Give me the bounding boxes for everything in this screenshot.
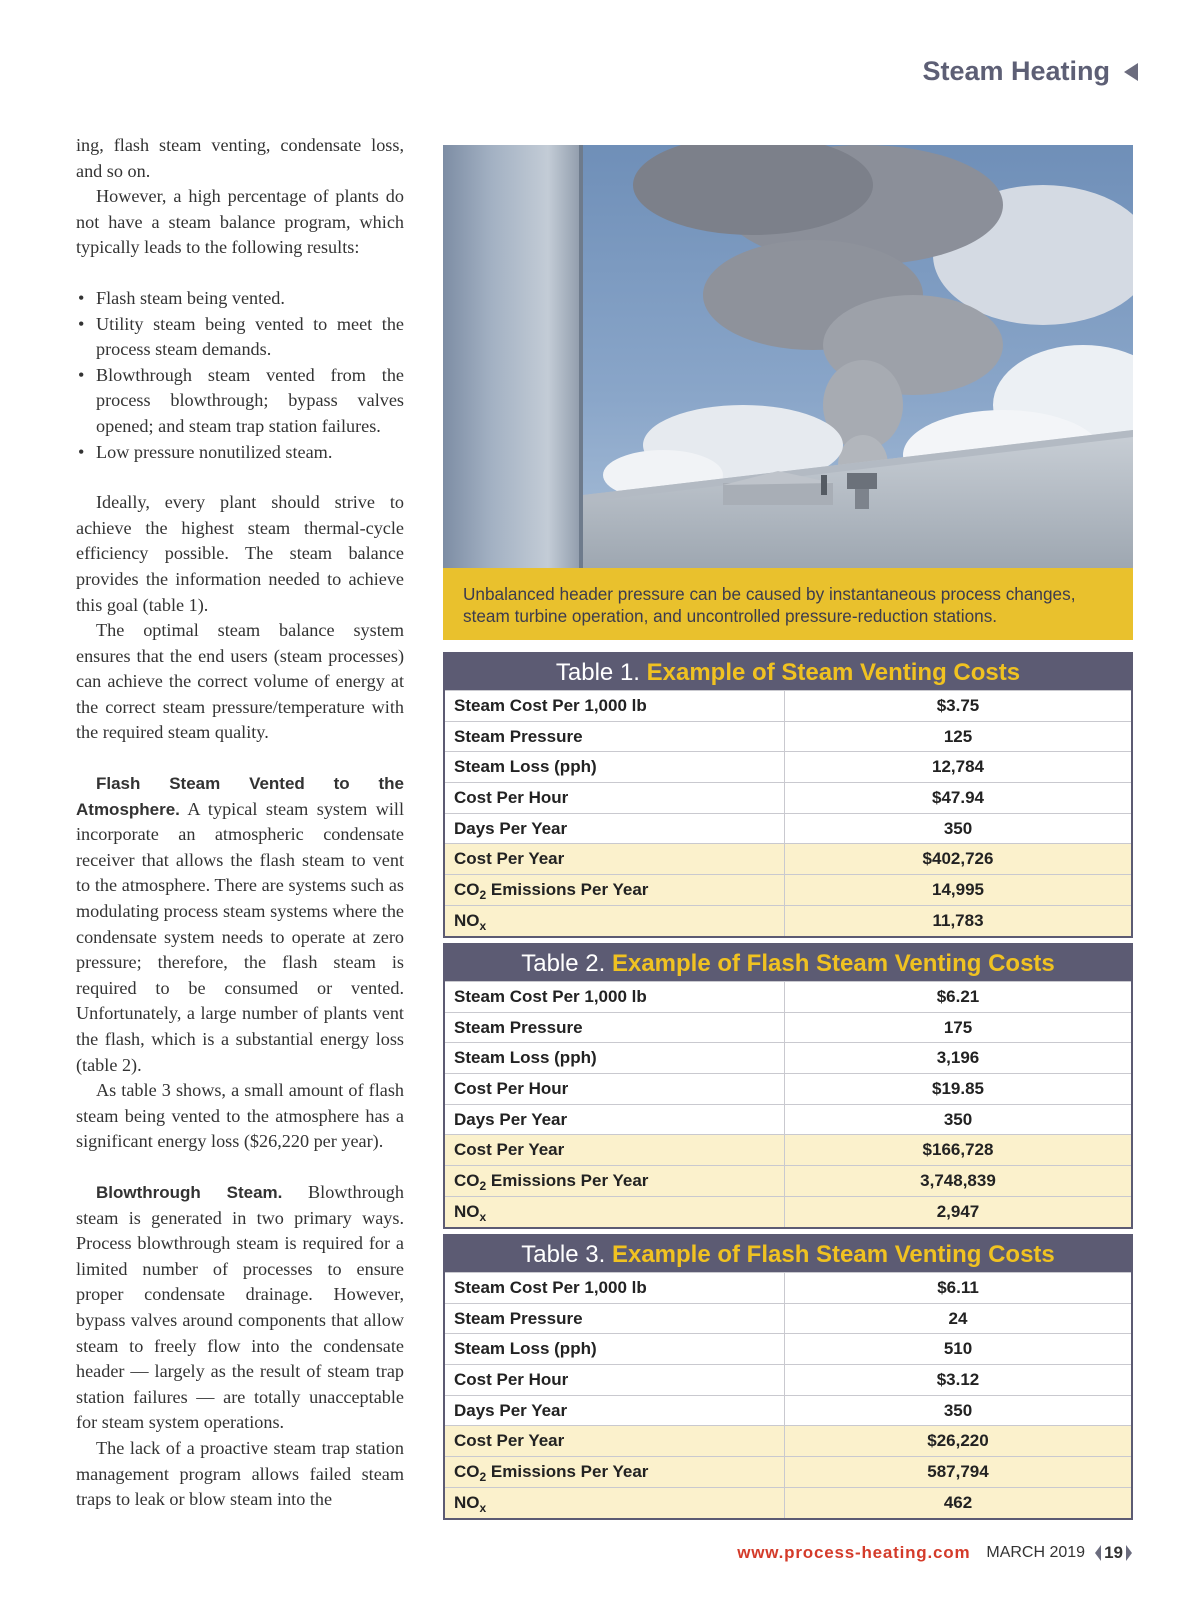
row-value: 587,794	[927, 1462, 989, 1482]
list-item: • Flash steam being vented.	[96, 286, 404, 312]
row-value: 24	[948, 1308, 968, 1328]
row-label: Steam Cost Per 1,000 lb	[445, 1273, 785, 1303]
row-value: 462	[943, 1492, 973, 1512]
row-label: Cost Per Hour	[445, 1074, 785, 1104]
article-body	[76, 133, 404, 1513]
row-value: $402,726	[922, 849, 994, 869]
section-marker-icon	[1124, 63, 1138, 81]
row-value: $19.85	[932, 1079, 984, 1099]
row-value: $3.12	[936, 1370, 980, 1390]
paragraph: However, a high percentage of plants do not have a steam balance program, which typically leads to the following results:	[76, 186, 404, 258]
table-row	[445, 843, 1131, 874]
table-heading: Example of Flash Steam Venting Costs	[611, 950, 1055, 977]
row-label: $CO_2$ Emissions Per Year	[445, 1457, 785, 1487]
paragraph: The lack of a proactive steam trap station management program allows failed steam traps to leak or blow steam into the	[76, 1437, 404, 1510]
table-prefix: Table 1.	[555, 659, 640, 686]
table-title	[445, 654, 1131, 690]
table-3	[443, 1234, 1133, 1520]
row-value: $47.94	[932, 788, 984, 808]
table-title	[445, 945, 1131, 981]
row-label: Steam Loss (pph)	[445, 1334, 785, 1364]
row-label: Cost Per Hour	[445, 783, 785, 813]
row-value: 14,995	[932, 880, 984, 900]
website-link[interactable]: www.process-heating.com	[737, 1543, 971, 1562]
row-label: Steam Pressure	[445, 1013, 785, 1043]
paragraph	[76, 771, 404, 1078]
row-label: Steam Cost Per 1,000 lb	[445, 982, 785, 1012]
paragraph: The optimal steam balance system ensures that the end users (steam processes) can achieve the correct volume of energy at the correct steam pressure/temperature with the required steam quality.	[76, 620, 404, 743]
table-row	[445, 690, 1131, 721]
paragraph-text: A typical steam system will incorporate an atmospheric condensate receiver that allows the flash steam to vent to the atmosphere. There are systems such as modulating process steam systems where the condensate system needs to operate at zero pressure; therefore, the flash steam is required to be consumed or vented. Unfortunately, a large number of plants vent the flash, which is a substantial energy loss (table 2).	[76, 798, 404, 1075]
row-value: 175	[943, 1017, 973, 1037]
table-row	[445, 1487, 1131, 1518]
table-heading: Example of Steam Venting Costs	[646, 659, 1021, 686]
row-label: Cost Per Hour	[445, 1365, 785, 1395]
table-row	[445, 1165, 1131, 1196]
row-value: 11,783	[932, 910, 984, 930]
row-value: 350	[943, 818, 973, 838]
issue-date: MARCH 2019	[986, 1544, 1086, 1561]
row-value: 3,196	[936, 1048, 980, 1068]
table-row	[445, 1303, 1131, 1334]
table-row	[445, 721, 1131, 752]
row-label: Steam Loss (pph)	[445, 752, 785, 782]
subheading-flash-steam: Flash Steam Vented to the Atmosphere.	[76, 774, 404, 819]
table-prefix: Table 2.	[521, 950, 606, 977]
results-list	[76, 286, 404, 465]
row-label: $NO_x$	[445, 1197, 785, 1227]
paragraph: As table 3 shows, a small amount of flash steam being vented to the atmosphere has a significant energy loss ($26,220 per year).	[76, 1080, 404, 1152]
section-header	[922, 56, 1138, 87]
subheading-blowthrough: Blowthrough Steam.	[96, 1182, 283, 1202]
row-value: 350	[943, 1400, 973, 1420]
row-value: 2,947	[936, 1201, 980, 1221]
row-value: $3.75	[936, 696, 980, 715]
photo-caption: Unbalanced header pressure can be caused by instantaneous process changes, steam turbine operation, and uncontrolled pressure-reduction stations.	[443, 568, 1133, 640]
row-label: Days Per Year	[445, 814, 785, 844]
table-1	[443, 652, 1133, 938]
row-value: 3,748,839	[920, 1171, 996, 1191]
row-value: 12,784	[932, 757, 984, 777]
table-row	[445, 1456, 1131, 1487]
table-row	[445, 1333, 1131, 1364]
row-label: $CO_2$ Emissions Per Year	[445, 1166, 785, 1196]
row-value: $166,728	[922, 1140, 994, 1160]
table-row	[445, 813, 1131, 844]
table-row	[445, 782, 1131, 813]
page-bracket-left-icon	[1095, 1545, 1101, 1561]
paragraph: ing, flash steam venting, condensate loss, and so on.	[76, 135, 404, 181]
row-label: Cost Per Year	[445, 1426, 785, 1456]
row-label: Steam Loss (pph)	[445, 1043, 785, 1073]
row-label: Steam Pressure	[445, 722, 785, 752]
section-title: Steam Heating	[922, 56, 1110, 86]
list-item: • Blowthrough steam vented from the process blowthrough; bypass valves opened; and steam trap station failures.	[96, 363, 404, 440]
table-row	[445, 1425, 1131, 1456]
table-row	[445, 874, 1131, 905]
row-label: Steam Cost Per 1,000 lb	[445, 691, 785, 721]
list-item: • Utility steam being vented to meet the process steam demands.	[96, 312, 404, 363]
row-label: Days Per Year	[445, 1396, 785, 1426]
list-item: • Low pressure nonutilized steam.	[96, 440, 404, 466]
row-label: $CO_2$ Emissions Per Year	[445, 875, 785, 905]
page-bracket-right-icon	[1126, 1545, 1132, 1561]
table-heading: Example of Flash Steam Venting Costs	[611, 1241, 1055, 1268]
row-value: $6.21	[936, 987, 980, 1006]
table-row	[445, 1042, 1131, 1073]
row-label: $NO_x$	[445, 906, 785, 936]
paragraph-text: Blowthrough steam is generated in two primary ways. Process blowthrough steam is required for a limited number of processes to ensure proper condensate drainage. However, bypass valves around components that allow steam to freely flow into the condensate header — largely as the result of steam trap station failures — are totally unacceptable for steam system operations.	[76, 1181, 404, 1433]
row-value: $26,220	[927, 1431, 989, 1451]
paragraph: Ideally, every plant should strive to achieve the highest steam thermal-cycle efficiency possible. The steam balance provides the information needed to achieve this goal (table 1).	[76, 492, 404, 615]
paragraph	[76, 1180, 404, 1436]
table-row	[445, 1395, 1131, 1426]
row-label: Days Per Year	[445, 1105, 785, 1135]
table-title	[445, 1236, 1131, 1272]
row-value: 510	[943, 1339, 973, 1359]
table-row	[445, 751, 1131, 782]
table-row	[445, 981, 1131, 1012]
row-label: $NO_x$	[445, 1488, 785, 1518]
table-row	[445, 1104, 1131, 1135]
table-row	[445, 1364, 1131, 1395]
table-row	[445, 905, 1131, 936]
row-label: Steam Pressure	[445, 1304, 785, 1334]
table-prefix: Table 3.	[521, 1241, 606, 1268]
table-row	[445, 1196, 1131, 1227]
table-row	[445, 1272, 1131, 1303]
table-row	[445, 1073, 1131, 1104]
table-row	[445, 1012, 1131, 1043]
table-2	[443, 943, 1133, 1229]
row-value: $6.11	[937, 1278, 979, 1297]
row-label: Cost Per Year	[445, 844, 785, 874]
row-value: 125	[943, 726, 973, 746]
page-footer	[737, 1543, 1132, 1563]
row-value: 350	[943, 1109, 973, 1129]
smokestack-photo	[443, 145, 1133, 568]
row-label: Cost Per Year	[445, 1135, 785, 1165]
table-row	[445, 1134, 1131, 1165]
page-number: 19	[1104, 1543, 1123, 1562]
